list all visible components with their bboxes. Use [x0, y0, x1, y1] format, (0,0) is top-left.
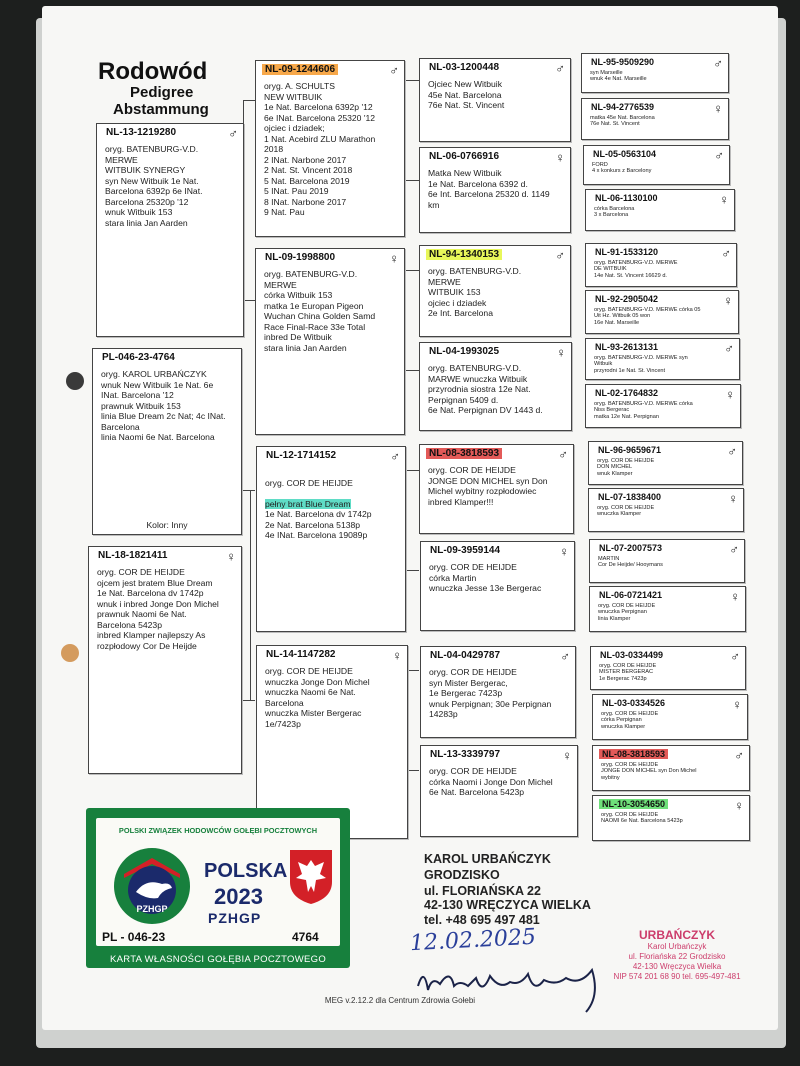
bird-description: oryg. COR DE HEIJDE wnuczka Perpignan linia Klamper — [598, 603, 656, 622]
bird-description: oryg. BATENBURG-V.D. MERWE syn Witbuik przyrodni 1e Nat. St. Vincent — [594, 355, 688, 374]
ring-number: NL-95-9509290 — [591, 57, 655, 67]
connector-line — [243, 700, 255, 701]
bird-description: oryg. COR DE HEIJDE syn Mister Bergerac, 1e Bergerac 7423p wnuk Perpignan; 30e Perpignan 14283p — [429, 667, 552, 719]
ownership-card — [86, 808, 350, 968]
ring-number: NL-13-3339797 — [430, 749, 501, 760]
grandsire-paternal-card — [255, 60, 405, 237]
pigeon-logo-icon — [110, 844, 194, 928]
stamp-line: NIP 574 201 68 90 tel. 695-497-481 — [613, 972, 741, 981]
female-icon: ♀ — [562, 748, 572, 763]
card-ring-number: PL - 046-23 — [102, 930, 166, 944]
card-bird-number: 4764 — [292, 930, 319, 944]
stamp-line: Karol Urbańczyk — [647, 942, 707, 951]
bird-description: oryg. COR DE HEIJDE córka Naomi i Jonge Don Michel 6e Nat. Barcelona 5423p — [429, 766, 553, 797]
ring-number: PL-046-23-4764 — [102, 352, 175, 363]
card-country: POLSKA — [204, 860, 288, 882]
bird-description: 1e Nat. Barcelona dv 1742p 2e Nat. Barcelona 5138p 4e INat. Barcelona 19089p — [265, 509, 372, 540]
male-icon: ♂ — [228, 126, 238, 141]
stamp-line: ul. Floriańska 22 Grodzisko — [628, 952, 726, 961]
ancestor-card — [589, 586, 746, 632]
female-icon: ♀ — [728, 491, 738, 506]
ancestor-card — [585, 384, 741, 428]
ancestor-card — [420, 646, 576, 738]
polish-eagle-emblem-icon — [288, 848, 334, 906]
ancestor-card — [592, 694, 748, 740]
male-icon: ♂ — [714, 148, 724, 163]
male-icon: ♂ — [555, 61, 565, 76]
ancestor-card — [585, 290, 739, 334]
ancestor-card — [588, 441, 743, 485]
bird-description: córka Barcelona 3 x Barcelona — [594, 206, 635, 219]
bird-description: Ojciec New Witbuik 45e Nat. Barcelona 76e Nat. St. Vincent — [428, 79, 505, 110]
page-title: Rodowód — [98, 58, 208, 85]
ring-number: NL-18-1821411 — [98, 550, 168, 561]
male-icon: ♂ — [390, 449, 400, 464]
male-icon: ♂ — [724, 341, 734, 356]
ring-number: NL-07-1838400 — [598, 492, 662, 502]
ring-number: NL-03-0334526 — [602, 698, 666, 708]
male-icon: ♂ — [555, 248, 565, 263]
punch-hole — [66, 372, 84, 390]
female-icon: ♀ — [392, 648, 402, 663]
female-icon: ♀ — [730, 589, 740, 604]
connector-line — [405, 370, 419, 371]
subtitle-abstammung: Abstammung — [113, 101, 209, 118]
bird-description: oryg. COR DE HEIJDE JONGE DON MICHEL syn Don Michel wybitny — [601, 762, 697, 781]
ring-number: NL-08-3818593 — [426, 448, 502, 459]
bird-description: oryg. BATENBURG-V.D. MERWE DE WITBUIK 14e Nat. St. Vincent 16629 d. — [594, 260, 678, 279]
bird-description: oryg. COR DE HEIJDE córka Perpignan wnuczka Klamper — [601, 711, 659, 730]
ring-number: NL-05-0563104 — [593, 149, 657, 159]
male-icon: ♂ — [734, 748, 744, 763]
handwritten-date: 12.02.2025 — [409, 924, 537, 957]
bird-description: oryg. BATENBURG-V.D. MERWE WITBUIK SYNERGY syn New Witbuik 1e Nat. Barcelona 6392p 6e INat. Barcelona 25320p '12 wnuk Witbuik 153 stara linia Jan Aarden — [105, 144, 203, 228]
ring-number: NL-04-0429787 — [430, 650, 501, 661]
ancestor-card — [420, 541, 575, 631]
bird-description: oryg. COR DE HEIJDE córka Martin wnuczka Jesse 13e Bergerac — [429, 562, 542, 593]
ancestor-card — [583, 145, 730, 185]
bird-description: Matka New Witbuik 1e Nat. Barcelona 6392 d. 6e Int. Barcelona 25320 d. 1149 km — [428, 168, 550, 210]
ring-number: NL-91-1533120 — [595, 247, 659, 257]
ring-number: NL-06-0721421 — [599, 590, 663, 600]
stamp-title: URBAŃCZYK — [639, 928, 715, 942]
card-org: PZHGP — [208, 910, 262, 926]
ancestor-card — [592, 745, 750, 791]
female-icon: ♀ — [734, 798, 744, 813]
female-icon: ♀ — [719, 192, 729, 207]
male-icon: ♂ — [727, 444, 737, 459]
female-icon: ♀ — [389, 251, 399, 266]
ancestor-card — [581, 98, 729, 140]
card-header: POLSKI ZWIĄZEK HODOWCÓW GOŁĘBI POCZTOWYCH — [118, 826, 318, 835]
ancestor-card — [419, 245, 571, 337]
male-icon: ♂ — [389, 63, 399, 78]
ring-number: NL-94-2776539 — [591, 102, 655, 112]
owner-city: GRODZISKO — [424, 868, 500, 882]
bird-description: oryg. BATENBURG-V.D. MERWE córka Niss Bergerac matka 12e Nat. Perpignan — [594, 401, 693, 420]
software-footer: MEG v.2.12.2 dla Centrum Zdrowia Gołebi — [324, 996, 476, 1005]
ring-number: NL-94-1340153 — [426, 249, 502, 260]
bird-description: oryg. BATENBURG-V.D. MARWE wnuczka Witbuik przyrodnia siostra 12e Nat. Perpignan 5409 d. 6e Nat. Perpignan DV 1443 d. — [428, 363, 543, 415]
ancestor-card — [585, 189, 735, 231]
ring-number: NL-09-1998800 — [265, 252, 336, 263]
highlight-note: pełny brat Blue Dream — [265, 498, 351, 509]
male-icon: ♂ — [713, 56, 723, 71]
ancestor-card — [419, 444, 574, 534]
bird-description: oryg. COR DE HEIJDE NAOMI 6e Nat. Barcelona 5423p — [601, 812, 683, 825]
connector-line — [243, 100, 255, 101]
bird-description: oryg. COR DE HEIJDE — [265, 477, 353, 488]
connector-line — [250, 490, 251, 700]
ancestor-card — [420, 745, 578, 837]
male-icon: ♂ — [721, 246, 731, 261]
ancestor-card — [588, 488, 744, 532]
svg-text:PZHGP: PZHGP — [136, 904, 168, 914]
ancestor-card — [419, 342, 572, 431]
connector-line — [405, 570, 419, 571]
bird-description: oryg. BATENBURG-V.D. MERWE córka Witbuik 153 matka 1e Europan Pigeon Wuchan China Golden Samd Race Final-Race 33e Total inbred De Witbuik stara linia Jan Aarden — [264, 269, 376, 353]
connector-line — [405, 80, 419, 81]
ring-number: NL-12-1714152 — [266, 450, 337, 461]
male-icon: ♂ — [558, 447, 568, 462]
ring-number: NL-09-3959144 — [430, 545, 501, 556]
owner-phone: tel. +48 695 497 481 — [424, 913, 540, 927]
ring-number: NL-06-0766916 — [429, 151, 500, 162]
ring-number: NL-03-1200448 — [429, 62, 500, 73]
ring-number: NL-93-2613131 — [595, 342, 659, 352]
bird-description: MARTIN Cor De Heijde/ Hooymans — [598, 556, 663, 569]
bird-description: oryg. COR DE HEIJDE MISTER BERGERAC 1e Bergerac 7423p — [599, 663, 657, 682]
female-icon: ♀ — [725, 387, 735, 402]
male-icon: ♂ — [730, 649, 740, 664]
punch-hole — [61, 644, 79, 662]
father-card — [96, 123, 244, 337]
ring-number: NL-02-1764832 — [595, 388, 659, 398]
stamp-line: 42-130 Wręczyca Wielka — [632, 962, 722, 971]
bird-description: oryg. COR DE HEIJDE DON MICHEL wnuk Klamper — [597, 458, 655, 477]
bird-description: oryg. A. SCHULTS NEW WITBUIK 1e Nat. Barcelona 6392p '12 6e INat. Barcelona 25320 '12 ojciec i dziadek; 1 Nat. Acebird ZLU Marathon 2018 2 INat. Narbone 2017 2 Nat. St. Vincent 2018 5 Nat. Barcelona 2019 5 INat. Pau 2019 8 INat. Narbone 2017 9 Nat. Pau — [264, 81, 376, 217]
female-icon: ♀ — [226, 549, 236, 564]
owner-street: ul. FLORIAŃSKA 22 — [424, 884, 541, 898]
subtitle-pedigree: Pedigree — [130, 84, 194, 101]
connector-line — [405, 270, 419, 271]
ring-number: NL-13-1219280 — [106, 127, 177, 138]
bird-description: syn Marseille wnuk 4e Nat. Marseille — [590, 70, 647, 83]
bird-description: matka 45e Nat. Barcelona 76e Nat. St. Vincent — [590, 115, 655, 128]
owner-name: KAROL URBAŃCZYK — [424, 852, 551, 866]
female-icon: ♀ — [555, 150, 565, 165]
bird-description: oryg. COR DE HEIJDE ojcem jest bratem Blue Dream 1e Nat. Barcelona dv 1742p wnuk i inbred Jonge Don Michel prawnuk Naomi 6e Nat. Barcelona 5423p inbred Klamper najlepszy As rozpłodowy Cor De Heijde — [97, 567, 219, 651]
connector-line — [405, 470, 419, 471]
color-label: Kolor: Inny — [146, 520, 188, 530]
female-icon: ♀ — [713, 101, 723, 116]
male-icon: ♂ — [560, 649, 570, 664]
ring-number: NL-09-1244606 — [262, 64, 338, 75]
ancestor-card — [585, 338, 740, 380]
ring-number: NL-92-2905042 — [595, 294, 659, 304]
connector-line — [405, 180, 419, 181]
bird-description: oryg. COR DE HEIJDE wnuczka Jonge Don Michel wnuczka Naomi 6e Nat. Barcelona wnuczka Mister Bergerac 1e/7423p — [265, 666, 370, 729]
bird-description: oryg. BATENBURG-V.D. MERWE córka 05 Uit Hz. Witbuik 05 won 16e Nat. Marseille — [594, 307, 701, 326]
card-year: 2023 — [214, 884, 263, 909]
owner-postal: 42-130 WRĘCZYCA WIELKA — [424, 898, 591, 912]
ring-number: NL-04-1993025 — [429, 346, 500, 357]
bird-description: oryg. KAROL URBAŃCZYK wnuk New Witbuik 1e Nat. 6e INat. Barcelona '12 prawnuk Witbuik 153 linia Blue Dream 2c Nat; 4c INat. Barcelona linia Naomi 6e Nat. Barcelona — [101, 369, 226, 442]
bird-description: FORD 4 x konkurs z Barcelony — [592, 162, 652, 175]
female-icon: ♀ — [732, 697, 742, 712]
connector-line — [243, 300, 255, 301]
female-icon: ♀ — [723, 293, 733, 308]
bird-description: oryg. COR DE HEIJDE JONGE DON MICHEL syn Don Michel wybitny rozpłodowiec inbred Klamper!!! — [428, 465, 548, 507]
ancestor-card — [585, 243, 737, 287]
ancestor-card — [581, 53, 729, 93]
ancestor-card — [592, 795, 750, 841]
mother-card — [88, 546, 242, 774]
female-icon: ♀ — [559, 544, 569, 559]
male-icon: ♂ — [729, 542, 739, 557]
grandsire-maternal-card — [256, 446, 406, 632]
ancestor-card — [419, 147, 571, 233]
ring-number: NL-10-3054650 — [599, 799, 668, 809]
main-bird-card — [92, 348, 242, 535]
ring-number: NL-14-1147282 — [266, 649, 336, 660]
bird-description: oryg. COR DE HEIJDE wnuczka Klamper — [597, 505, 655, 518]
ancestor-card — [590, 646, 746, 690]
connector-line — [243, 490, 255, 491]
ancestor-card — [589, 539, 745, 583]
ring-number: NL-03-0334499 — [600, 650, 664, 660]
female-icon: ♀ — [556, 345, 566, 360]
ring-number: NL-08-3818593 — [599, 749, 668, 759]
bird-description: oryg. BATENBURG-V.D. MERWE WITBUIK 153 ojciec i dziadek 2e Int. Barcelona — [428, 266, 522, 318]
owner-stamp — [592, 928, 762, 982]
granddam-paternal-card — [255, 248, 405, 435]
ring-number: NL-06-1130100 — [595, 193, 658, 203]
ancestor-card — [419, 58, 571, 142]
ring-number: NL-96-9659671 — [598, 445, 662, 455]
ring-number: NL-07-2007573 — [599, 543, 663, 553]
card-footer: KARTA WŁASNOŚCI GOŁĘBIA POCZTOWEGO — [109, 954, 327, 965]
